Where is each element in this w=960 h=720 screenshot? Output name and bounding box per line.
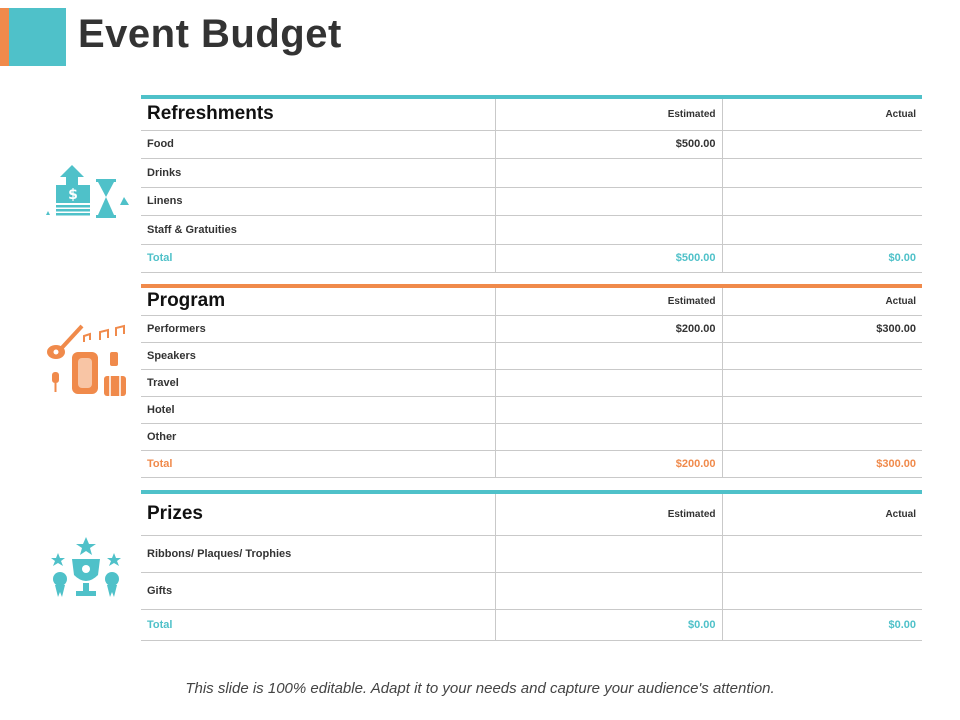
total-label: Total [141, 450, 495, 477]
total-row [141, 609, 922, 640]
column-header-estimated: Estimated [495, 97, 722, 130]
estimated-cell [495, 396, 722, 423]
column-header-actual: Actual [722, 97, 922, 130]
estimated-cell [495, 535, 722, 572]
estimated-cell [495, 369, 722, 396]
table-row [141, 130, 922, 158]
total-estimated: $500.00 [495, 244, 722, 272]
total-actual: $0.00 [722, 609, 922, 640]
title-accent-orange [0, 8, 9, 66]
estimated-cell [495, 215, 722, 244]
section-title: Program [141, 286, 495, 315]
footer-note: This slide is 100% editable. Adapt it to your needs and capture your audience's attention. [185, 680, 775, 697]
estimated-cell [495, 187, 722, 215]
column-header-actual: Actual [722, 492, 922, 535]
total-actual: $300.00 [722, 450, 922, 477]
row-label: Other [141, 423, 495, 450]
estimated-cell [495, 423, 722, 450]
table-row [141, 396, 922, 423]
actual-cell [722, 130, 922, 158]
row-label: Staff & Gratuities [141, 215, 495, 244]
row-label: Linens [141, 187, 495, 215]
row-label: Gifts [141, 572, 495, 609]
program-header-row [141, 286, 922, 315]
row-label: Speakers [141, 342, 495, 369]
row-label: Food [141, 130, 495, 158]
estimated-cell: $200.00 [495, 315, 722, 342]
title-accent-teal [9, 8, 66, 66]
estimated-cell [495, 572, 722, 609]
money-hourglass-icon [44, 163, 130, 226]
guitar-luggage-music-icon [44, 322, 130, 405]
actual-cell [722, 369, 922, 396]
actual-cell [722, 396, 922, 423]
row-label: Ribbons/ Plaques/ Trophies [141, 535, 495, 572]
total-label: Total [141, 244, 495, 272]
svg-text:$: $ [68, 187, 78, 203]
total-actual: $0.00 [722, 244, 922, 272]
prizes-table [141, 490, 922, 641]
prizes-header-row [141, 492, 922, 535]
estimated-cell [495, 158, 722, 187]
refreshments-table [141, 95, 922, 273]
actual-cell [722, 535, 922, 572]
estimated-cell: $500.00 [495, 130, 722, 158]
row-label: Performers [141, 315, 495, 342]
column-header-estimated: Estimated [495, 286, 722, 315]
row-label: Travel [141, 369, 495, 396]
program-table [141, 284, 922, 478]
column-header-actual: Actual [722, 286, 922, 315]
actual-cell [722, 158, 922, 187]
trophy-medals-icon [46, 535, 126, 610]
total-estimated: $0.00 [495, 609, 722, 640]
table-row [141, 369, 922, 396]
total-row [141, 450, 922, 477]
table-row [141, 572, 922, 609]
table-row [141, 215, 922, 244]
actual-cell [722, 187, 922, 215]
actual-cell [722, 342, 922, 369]
table-row [141, 158, 922, 187]
table-row [141, 315, 922, 342]
row-label: Hotel [141, 396, 495, 423]
column-header-estimated: Estimated [495, 492, 722, 535]
total-row [141, 244, 922, 272]
estimated-cell [495, 342, 722, 369]
row-label: Drinks [141, 158, 495, 187]
actual-cell [722, 215, 922, 244]
table-row [141, 342, 922, 369]
table-row [141, 423, 922, 450]
total-estimated: $200.00 [495, 450, 722, 477]
total-label: Total [141, 609, 495, 640]
actual-cell: $300.00 [722, 315, 922, 342]
refreshments-header-row [141, 97, 922, 130]
actual-cell [722, 572, 922, 609]
table-row [141, 535, 922, 572]
section-title: Refreshments [141, 97, 495, 130]
actual-cell [722, 423, 922, 450]
table-row [141, 187, 922, 215]
page-title: Event Budget [78, 12, 342, 56]
section-title: Prizes [141, 492, 495, 535]
